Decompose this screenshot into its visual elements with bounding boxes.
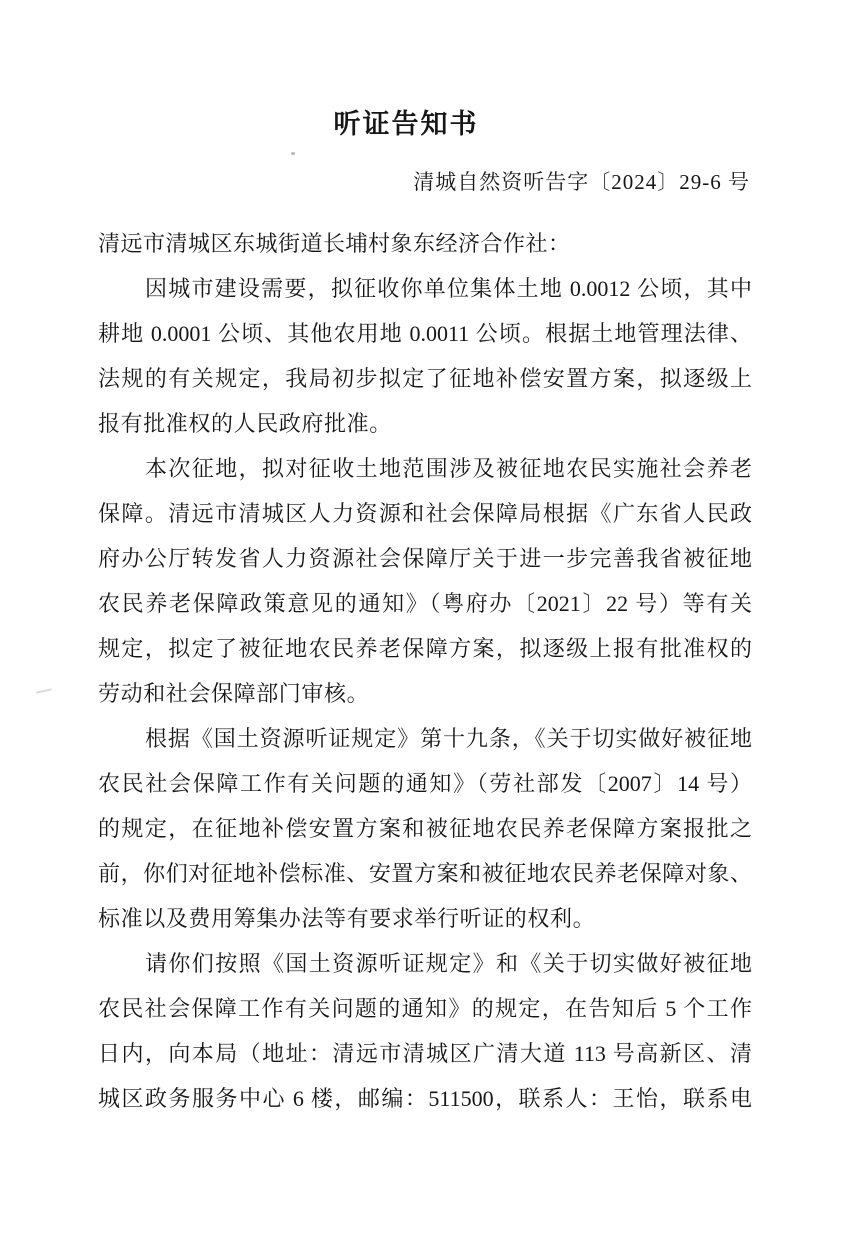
document-title: 听证告知书 bbox=[333, 109, 479, 139]
document-body bbox=[98, 266, 752, 1121]
body-line: 报有批准权的人民政府批准。 bbox=[98, 411, 392, 436]
scan-artifact bbox=[36, 688, 52, 693]
body-line: 的规定，在征地补偿安置方案和被征地农民养老保障方案报批之 bbox=[98, 816, 752, 841]
body-line: 前，你们对征地补偿标准、安置方案和被征地农民养老保障对象、 bbox=[98, 861, 752, 886]
body-line: 法规的有关规定，我局初步拟定了征地补偿安置方案，拟逐级上 bbox=[98, 366, 752, 391]
body-line: 城区政务服务中心 6 楼，邮编：511500，联系人：王怡，联系电 bbox=[98, 1086, 752, 1111]
body-line: 规定，拟定了被征地农民养老保障方案，拟逐级上报有批准权的 bbox=[98, 636, 752, 661]
body-line: 府办公厅转发省人力资源社会保障厅关于进一步完善我省被征地 bbox=[98, 546, 752, 571]
body-line: 农民养老保障政策意见的通知》（粤府办〔2021〕22 号）等有关 bbox=[98, 591, 752, 616]
body-line: 标准以及费用筹集办法等有要求举行听证的权利。 bbox=[98, 906, 596, 931]
body-line: 农民社会保障工作有关问题的通知》（劳社部发〔2007〕14 号） bbox=[98, 771, 752, 796]
document-number: 清城自然资听告字〔2024〕29-6 号 bbox=[413, 170, 750, 194]
body-line: 日内，向本局（地址：清远市清城区广清大道 113 号高新区、清 bbox=[98, 1041, 752, 1066]
scan-artifact bbox=[291, 152, 295, 155]
body-line: 农民社会保障工作有关问题的通知》的规定，在告知后 5 个工作 bbox=[98, 996, 752, 1021]
body-line: 请你们按照《国土资源听证规定》和《关于切实做好被征地 bbox=[145, 951, 752, 976]
body-line: 劳动和社会保障部门审核。 bbox=[98, 681, 370, 706]
body-line: 耕地 0.0001 公顷、其他农用地 0.0011 公顷。根据土地管理法律、 bbox=[98, 321, 752, 346]
document-content bbox=[98, 221, 752, 1121]
body-line: 本次征地，拟对征收土地范围涉及被征地农民实施社会养老 bbox=[145, 456, 752, 481]
addressee-line: 清远市清城区东城街道长埔村象东经济合作社： bbox=[98, 231, 571, 256]
body-line: 根据《国土资源听证规定》第十九条，《关于切实做好被征地 bbox=[145, 726, 752, 751]
body-line: 保障。清远市清城区人力资源和社会保障局根据《广东省人民政 bbox=[98, 501, 752, 526]
body-line: 因城市建设需要，拟征收你单位集体土地 0.0012 公顷，其中 bbox=[145, 276, 752, 301]
